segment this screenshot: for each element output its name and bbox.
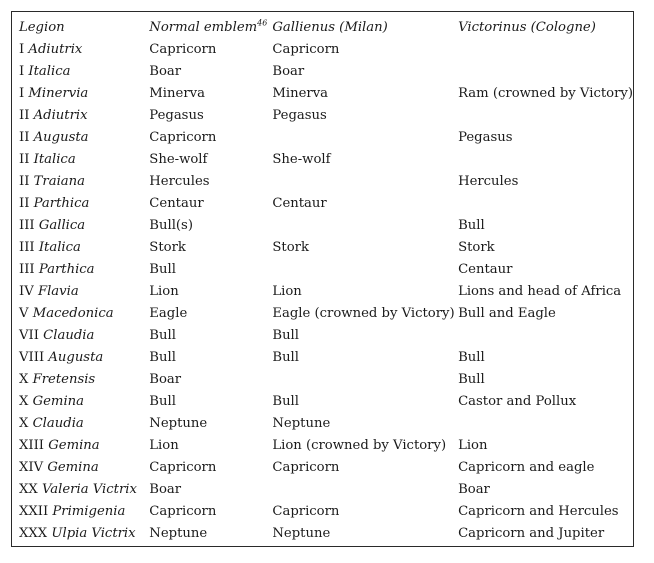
legion-name: Augusta [33,130,89,145]
normal-emblem-cell: Hercules [149,174,210,189]
legion-cell [19,171,149,193]
normal-emblem-cell: Lion [149,438,179,453]
legion-number: XXX [19,526,48,541]
normal-emblem-cell: Pegasus [149,108,204,123]
normal-emblem-cell: Capricorn [149,460,217,475]
legion-number: II [19,152,30,167]
legion-name: Ulpia Victrix [51,526,136,541]
victorinus-cell: Capricorn and Jupiter [458,526,605,541]
victorinus-cell: Bull and Eagle [458,306,556,321]
legion-number: IV [19,284,34,299]
table-body [19,39,633,545]
gallienus-cell: Capricorn [272,504,340,519]
legion-name: Gallica [38,218,86,233]
victorinus-cell [458,413,633,435]
victorinus-cell [458,61,633,83]
victorinus-cell [458,193,633,215]
gallienus-cell: Centaur [272,196,327,211]
table-row [19,369,633,391]
footnote-marker: 46 [257,18,268,28]
legion-cell [19,193,149,215]
legion-number: XXII [19,504,49,519]
legion-cell [19,127,149,149]
header-normal-emblem [149,17,272,39]
header-legion: Legion [19,20,65,35]
legion-cell [19,479,149,501]
legion-number: III [19,240,35,255]
table-row [19,325,633,347]
gallienus-cell: Minerva [272,86,329,101]
victorinus-cell: Bull [458,350,485,365]
gallienus-cell: Boar [272,64,305,79]
gallienus-cell: Capricorn [272,42,340,57]
legion-number: I [19,42,25,57]
victorinus-cell [458,149,633,171]
table-row [19,237,633,259]
gallienus-cell: Neptune [272,416,331,431]
legion-cell [19,391,149,413]
legion-name: Parthica [38,262,95,277]
normal-emblem-cell: Bull(s) [149,218,193,233]
table-row [19,523,633,545]
legion-emblems-table [19,17,633,545]
table-row [19,457,633,479]
legion-name: Minervia [28,86,89,101]
normal-emblem-cell: She-wolf [149,152,208,167]
gallienus-cell [272,369,458,391]
normal-emblem-cell: Neptune [149,526,208,541]
legion-name: Italica [28,64,71,79]
table-header-row [19,17,633,39]
legion-name: Claudia [43,328,95,343]
normal-emblem-cell: Centaur [149,196,204,211]
legion-name: Gemina [32,394,85,409]
gallienus-cell: Lion [272,284,302,299]
legion-name: Augusta [48,350,104,365]
legion-name: Adiutrix [33,108,88,123]
victorinus-cell: Capricorn and eagle [458,460,595,475]
gallienus-cell [272,479,458,501]
gallienus-cell: Bull [272,350,299,365]
table-row [19,193,633,215]
legion-name: Adiutrix [28,42,83,57]
legion-cell [19,457,149,479]
legion-cell [19,369,149,391]
gallienus-cell: Capricorn [272,460,340,475]
legion-name: Traiana [33,174,86,189]
table-row [19,127,633,149]
victorinus-cell: Stork [458,240,495,255]
normal-emblem-cell: Bull [149,328,176,343]
normal-emblem-cell: Eagle [149,306,188,321]
legion-number: XIII [19,438,45,453]
victorinus-cell [458,325,633,347]
legion-cell [19,325,149,347]
legion-name: Gemina [47,460,99,475]
legion-emblems-table-frame [11,11,634,547]
legion-number: II [19,130,30,145]
victorinus-cell: Bull [458,218,485,233]
table-row [19,61,633,83]
legion-number: III [19,262,35,277]
legion-number: III [19,218,35,233]
normal-emblem-cell: Capricorn [149,42,217,57]
normal-emblem-cell: Neptune [149,416,208,431]
legion-cell [19,523,149,545]
normal-emblem-cell: Boar [149,482,182,497]
normal-emblem-cell: Boar [149,64,182,79]
victorinus-cell: Castor and Pollux [458,394,577,409]
gallienus-cell: Bull [272,394,299,409]
legion-name: Flavia [37,284,79,299]
gallienus-cell [272,259,458,281]
gallienus-cell [272,215,458,237]
normal-emblem-cell: Capricorn [149,130,217,145]
legion-number: X [19,394,29,409]
legion-number: VII [19,328,39,343]
victorinus-cell: Pegasus [458,130,513,145]
gallienus-cell: Pegasus [272,108,327,123]
gallienus-cell: Bull [272,328,299,343]
table-row [19,83,633,105]
victorinus-cell: Boar [458,482,490,497]
legion-name: Valeria Victrix [41,482,137,497]
gallienus-cell: Neptune [272,526,331,541]
legion-name: Claudia [32,416,84,431]
legion-number: II [19,174,30,189]
victorinus-cell: Capricorn and Hercules [458,504,619,519]
victorinus-cell: Hercules [458,174,519,189]
legion-name: Macedonica [32,306,114,321]
normal-emblem-cell: Minerva [149,86,205,101]
victorinus-cell: Lions and head of Africa [458,284,622,299]
legion-cell [19,303,149,325]
table-row [19,281,633,303]
legion-cell [19,435,149,457]
legion-name: Italica [33,152,76,167]
table-row [19,501,633,523]
gallienus-cell: Stork [272,240,309,255]
legion-number: I [19,64,25,79]
table-row [19,391,633,413]
table-row [19,149,633,171]
normal-emblem-cell: Bull [149,262,176,277]
header-victorinus: Victorinus (Cologne) [458,20,596,35]
normal-emblem-cell: Stork [149,240,186,255]
normal-emblem-cell: Bull [149,394,176,409]
table-row [19,215,633,237]
table-row [19,259,633,281]
legion-number: X [19,416,29,431]
legion-cell [19,259,149,281]
legion-number: XIV [19,460,44,475]
legion-number: II [19,108,30,123]
normal-emblem-cell: Bull [149,350,176,365]
victorinus-cell: Ram (crowned by Victory) [458,86,633,101]
table-row [19,171,633,193]
legion-number: II [19,196,30,211]
legion-cell [19,39,149,61]
victorinus-cell: Bull [458,372,485,387]
legion-number: V [19,306,29,321]
header-normal-emblem-label: Normal emblem [149,20,258,35]
victorinus-cell [458,39,633,61]
legion-number: I [19,86,25,101]
table-row [19,435,633,457]
legion-cell [19,105,149,127]
legion-name: Fretensis [32,372,96,387]
legion-cell [19,237,149,259]
gallienus-cell: Eagle (crowned by Victory) [272,306,455,321]
gallienus-cell [272,171,458,193]
victorinus-cell: Centaur [458,262,513,277]
legion-name: Primigenia [52,504,126,519]
table-row [19,347,633,369]
table-row [19,479,633,501]
legion-cell [19,281,149,303]
table-row [19,413,633,435]
normal-emblem-cell: Capricorn [149,504,217,519]
legion-cell [19,149,149,171]
legion-number: VIII [19,350,45,365]
gallienus-cell: She-wolf [272,152,331,167]
legion-cell [19,413,149,435]
table-row [19,303,633,325]
legion-number: XX [19,482,38,497]
legion-number: X [19,372,29,387]
victorinus-cell [458,105,633,127]
legion-name: Italica [38,240,81,255]
legion-cell [19,347,149,369]
gallienus-cell [272,127,458,149]
normal-emblem-cell: Lion [149,284,179,299]
legion-name: Parthica [33,196,90,211]
table-row [19,105,633,127]
header-gallienus: Gallienus (Milan) [272,20,388,35]
legion-cell [19,83,149,105]
legion-name: Gemina [48,438,100,453]
table-row [19,39,633,61]
legion-cell [19,215,149,237]
normal-emblem-cell: Boar [149,372,182,387]
legion-cell [19,61,149,83]
legion-cell [19,501,149,523]
gallienus-cell: Lion (crowned by Victory) [272,438,447,453]
victorinus-cell: Lion [458,438,488,453]
